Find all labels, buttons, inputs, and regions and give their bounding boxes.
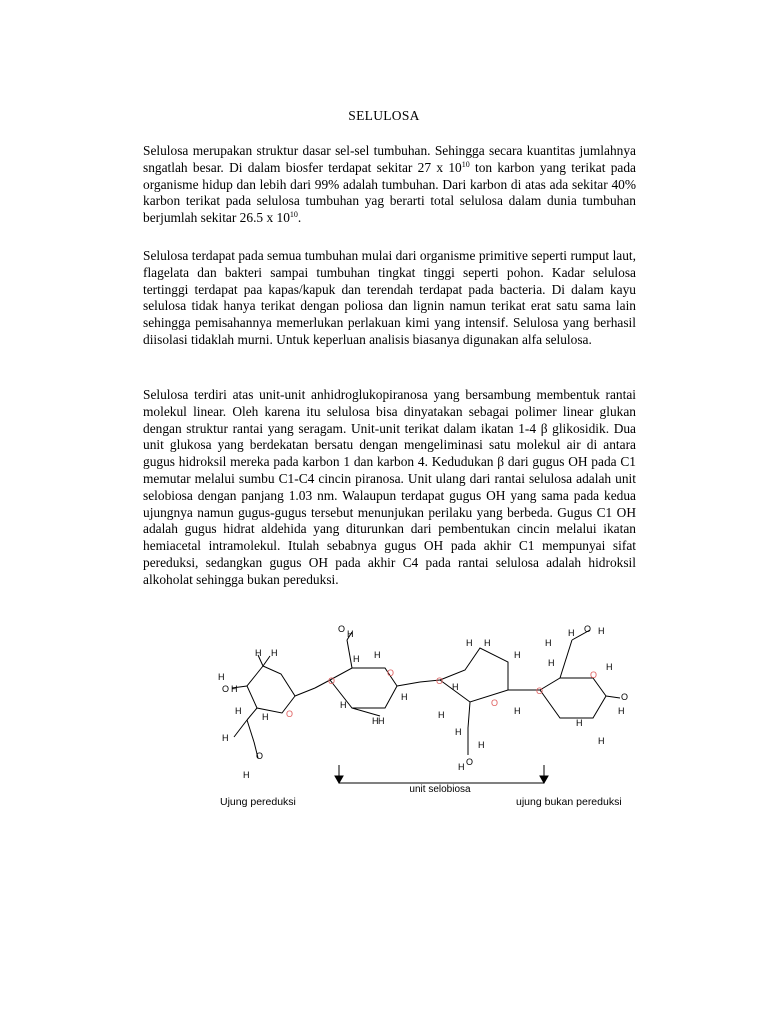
atom-o-34: O [621, 692, 629, 702]
cellulose-structure-diagram [0, 610, 768, 820]
atom-h-13: H [374, 650, 381, 660]
atom-h-32: H [548, 658, 555, 668]
atom-o-link-2: O [436, 676, 444, 686]
atom-h-5: H [235, 706, 242, 716]
cellobiose-bracket [335, 765, 548, 783]
atom-h-20: H [514, 650, 521, 660]
atom-o-ring-2: O [387, 668, 395, 678]
atom-h-14: H [340, 700, 347, 710]
atom-h-33: H [606, 662, 613, 672]
atom-h-7: H [222, 733, 229, 743]
atom-o-ring-1: O [286, 709, 294, 719]
reducing-end-label: Ujung pereduksi [220, 796, 296, 808]
atom-h-11: H [347, 629, 354, 639]
atom-h-6: H [262, 712, 269, 722]
atom-h-27: H [458, 762, 465, 772]
atom-h-0: H [255, 648, 262, 658]
atom-h-28: H [545, 638, 552, 648]
atom-h-29: H [568, 628, 575, 638]
paragraph-3: Selulosa terdiri atas unit-unit anhidroglukopiranosa yang bersambung membentuk rantai molekul linear. Oleh karena itu selulosa bisa dinyatakan sebagai polimer linear glukan dengan struktur rantai yang seragam. Unit-unit terikat dalam ikatan 1-4 β glikosidik. Dua unit glukosa yang berdekatan bersatu dengan mengeliminasi satu molekul air di antara gugus hidroksil mereka pada karbon 1 dan karbon 4. Kedudukan β dari gugus OH pada C1 memutar melalui sumbu C1-C4 cincin piranosa. Unit ulang dari rantai selulosa adalah unit selobiosa dengan panjang 1.03 nm. Walaupun terdapat gugus OH yang sama pada kedua ujungnya namun gugus-gugus tersebut menunjukan perilaku yang berbeda. Gugus C1 OH adalah gugus hidrat aldehida yang diturunkan dari pembentukan cincin melalui ikatan hemiacetal intramolekul. Itulah sebabnya gugus OH pada akhir C1 mempunyai sifat pereduksi, sedangkan gugus OH pada akhir C4 pada rantai selulosa adalah hidroksil alkoholat sehingga bukan pereduksi. [143, 387, 636, 587]
paragraph-1-text-a: Selulosa merupakan struktur dasar sel-sel tumbuhan. Sehingga secara kuantitas jumlahnya sngatlah besar. Di dalam biosfer terdapat sekitar 27 x 10 [143, 143, 636, 175]
atom-o-30: O [584, 624, 592, 634]
atom-h-25: H [478, 740, 485, 750]
atom-h-1: H [271, 648, 278, 658]
atom-o-26: O [466, 757, 474, 767]
substituent-atoms [218, 624, 628, 780]
paragraph-2: Selulosa terdapat pada semua tumbuhan mulai dari organisme primitive seperti rumput laut, flagelata dan bakteri sampai tumbuhan tingkat tinggi seperti pohon. Kadar selulosa tertinggi terdapat paa kapas/kapuk dan terendah terdapat pada bacteria. Di dalam kayu selulosa tidak hanya terikat dengan poliosa dan lignin namun terikat erat satu sama lain sehingga pemisahannya memerlukan perlakuan kimi yang intensif. Selulosa yang berhasil diisolasi tidaklah murni. Untuk keperluan analisis biasanya digunakan alfa selulosa. [143, 248, 636, 347]
atom-o-link-3: O [536, 686, 544, 696]
atom-o-ring-3: O [491, 698, 499, 708]
nonreducing-end-label: ujung bukan pereduksi [516, 796, 622, 808]
atom-o-ring-4: O [590, 670, 598, 680]
atom-o-8: O [256, 751, 264, 761]
atom-h-31: H [598, 626, 605, 636]
atom-h-35: H [618, 706, 625, 716]
atom-h-36: H [576, 718, 583, 728]
cellobiose-unit-label: unit selobiosa [409, 784, 471, 795]
page-title: SELULOSA [348, 108, 420, 123]
exponent-2: 10 [289, 210, 298, 220]
atom-h-23: H [438, 710, 445, 720]
paragraph-1-text-b: ton karbon yang terikat pada organisme hidup dan lebih dari 99% adalah tumbuhan. Dari karbon di atas ada sekitar 40% karbon terikat pada selulosa tumbuhan yag berarti total selulosa dalam dunia tumbuhan berjumlah sekitar 26.5 x 10 [143, 159, 636, 226]
atom-h-24: H [455, 727, 462, 737]
paragraph-1-text-c: . [297, 210, 302, 226]
atom-h-4: H [231, 684, 238, 694]
atom-h-15: H [372, 716, 379, 726]
exponent-1: 10 [461, 159, 470, 169]
atom-h-22: H [514, 706, 521, 716]
atom-h-21: H [452, 682, 459, 692]
atom-h-17: H [401, 692, 408, 702]
atom-h-16: H [378, 716, 385, 726]
atom-h-12: H [353, 654, 360, 664]
atom-o-10: O [338, 624, 346, 634]
atom-h-18: H [466, 638, 473, 648]
atom-h-9: H [243, 770, 250, 780]
atom-h-19: H [484, 638, 491, 648]
atom-h-37: H [598, 736, 605, 746]
atom-h-2: H [218, 672, 225, 682]
atom-o-3: O [222, 684, 230, 694]
atom-o-link-1: O [328, 676, 336, 686]
bonds [232, 630, 620, 758]
paragraph-1 [143, 143, 636, 227]
